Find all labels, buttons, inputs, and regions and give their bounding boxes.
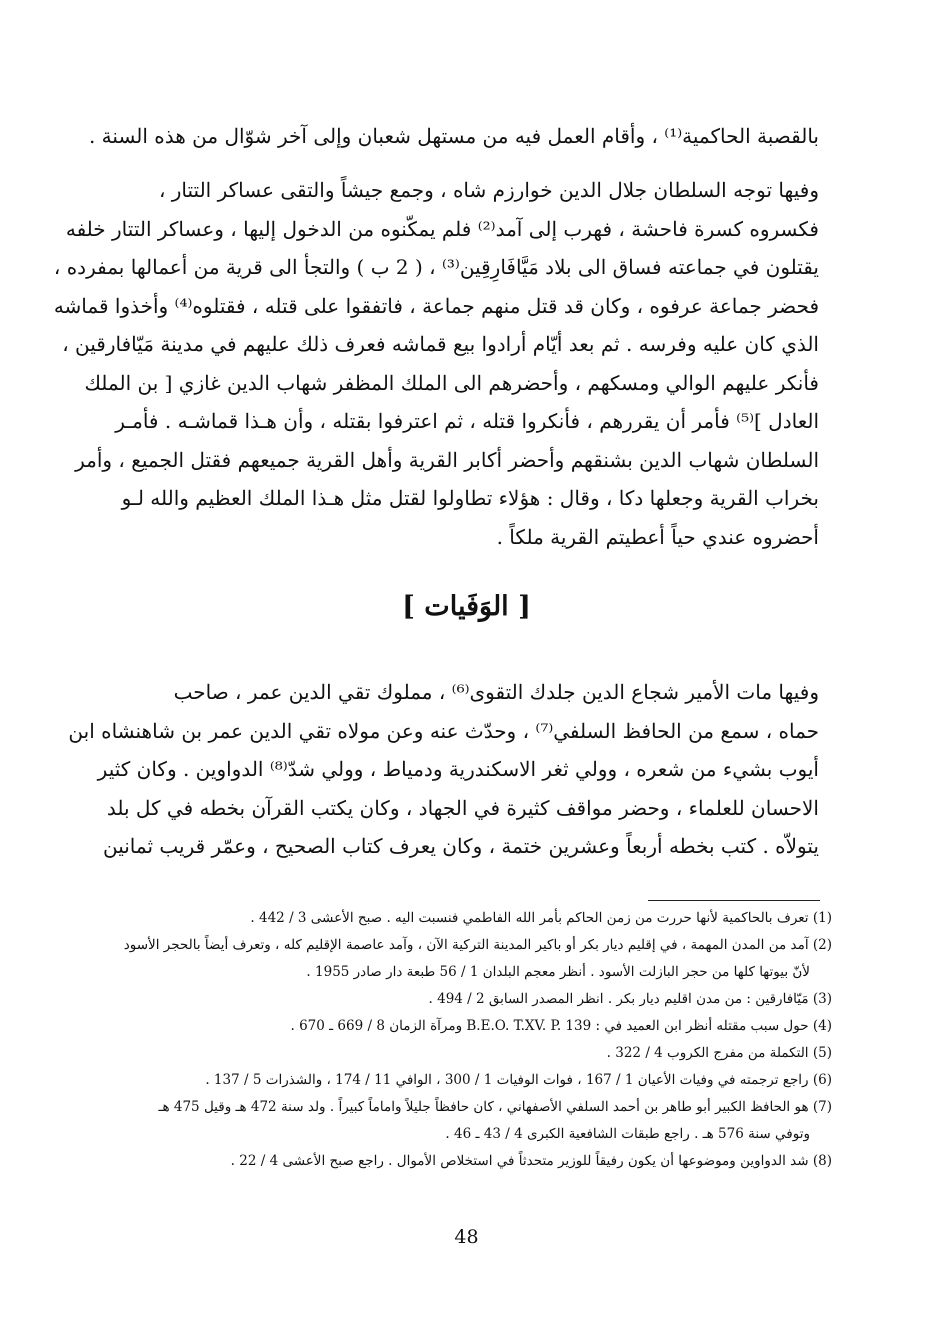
text-line: يقتلون في جماعته فساق الى بلاد مَيَّافَارِقِين⁽³⁾ ، ( 2 ب ) والتجأ الى قرية من أعمالها بمفرده ، [53,255,819,279]
text-line: بالقصبة الحاكمية⁽¹⁾ ، وأقام العمل فيه من مستهل شعبان وإلى آخر شوّال من هذه السنة . [88,124,819,148]
text-line: بخراب القرية وجعلها دكا ، وقال : هؤلاء تطاولوا لقتل مثل هـذا الملك العظيم والله لـو [121,486,819,510]
footnote: (6) راجع ترجمته في وفيات الأعيان 1 / 167 ، فوات الوفيات 1 / 300 ، الوافي 11 / 174 ، والشذرات 5 / 137 . [205,1072,832,1088]
section-heading: [ الوَفَيات ] [402,591,531,622]
footnote: (3) مَيّافارقين : من مدن اقليم ديار بكر . انظر المصدر السابق 2 / 494 . [428,991,832,1007]
text-line: وفيها مات الأمير شجاع الدين جلدك التقوى⁽⁶⁾ ، مملوك تقي الدين عمر ، صاحب [173,680,819,704]
text-line: يتولاّه . كتب بخطه أربعاً وعشرين ختمة ، وكان يعرف كتاب الصحيح ، وعمّر قريب ثمانين [102,834,819,858]
footnote: (5) التكملة من مفرج الكروب 4 / 322 . [606,1045,832,1061]
footnote: (8) شد الدواوين وموضوعها أن يكون رفيقاً للوزير متحدثاً في استخلاص الأموال . راجع صبح الأعشى 4 / 22 . [230,1153,832,1169]
text-line: فكسروه كسرة فاحشة ، فهرب إلى آمد⁽²⁾ فلم يمكّنوه من الدخول إليها ، وعساكر التتار خلفه [65,216,819,241]
text-line: الذي كان عليه وفرسه . ثم بعد أيّام أرادوا بيع قماشه فعرف ذلك عليهم في مدينة مَيّافارقين ، [62,332,819,356]
paragraph-obituary [68,673,819,866]
footnote-continuation: لأنّ بيوتها كلها من حجر البازلت الأسود . أنظر معجم البلدان 1 / 56 طبعة دار صادر 1955 . [306,964,810,980]
footnote-divider [648,900,820,901]
text-line: حماه ، سمع من الحافظ السلفي⁽⁷⁾ ، وحدّث عنه وعن مولاه تقي الدين عمر بن شاهنشاه ابن [68,718,819,743]
footnote: (1) تعرف بالحاكمية لأنها حررت من زمن الحاكم بأمر الله الفاطمي فنسبت اليه . صبح الأعشى 3 / 442 . [250,910,832,926]
text-line: أحضروه عندي حياً أعطيتم القرية ملكاً . [496,524,819,549]
text-line: أيوب بشيء من شعره ، وولي ثغر الاسكندرية ودمياط ، وولي شدّ⁽⁸⁾ الدواوين . وكان كثير [97,757,819,781]
footnote: (2) آمد من المدن المهمة ، في إقليم ديار بكر أو باكير المدينة التركية الآن ، وآمد عاصمة الإقليم كله ، وتعرف أيضاً بالحجر الأسود [123,937,832,953]
text-line: الاحسان للعلماء ، وحضر مواقف كثيرة في الجهاد ، وكان يكتب القرآن بخطه في كل بلد [106,795,819,820]
paragraph-khwarazm-shah [53,171,819,556]
text-line: السلطان شهاب الدين بشنقهم وأحضر أكابر القرية وأهل القرية جميعهم فقتل الجميع ، وأمر [75,447,819,472]
text-line: فحضر جماعة عرفوه ، وكان قد قتل منهم جماعة ، فاتفقوا على قتله ، فقتلوه⁽⁴⁾ وأخذوا قماشه [53,293,819,318]
paragraph-continuation [74,117,819,156]
footnote: (4) حول سبب مقتله أنظر ابن العميد في : B.E.O. T.XV. P. 139 ومرآة الزمان 8 / 669 ـ 670 . [290,1018,832,1034]
page-number: 48 [454,1226,479,1248]
text-line: وفيها توجه السلطان جلال الدين خوارزم شاه ، وجمع جيشاً والتقى عساكر التتار ، [158,178,819,202]
text-line: فأنكر عليهم الوالي ومسكهم ، وأحضرهم الى الملك المظفر شهاب الدين غازي [ بن الملك [84,370,819,395]
footnote: (7) هو الحافظ الكبير أبو طاهر بن أحمد السلفي الأصفهاني ، كان حافظاً جليلاً واماماً كبيراً . ولد سنة 472 هـ وقيل 475 هـ [158,1099,832,1115]
footnote-continuation: وتوفي سنة 576 هـ . راجع طبقات الشافعية الكبرى 4 / 43 ـ 46 . [445,1126,810,1142]
footnotes [74,905,832,1175]
text-line: العادل ]⁽⁵⁾ فأمر أن يقررهم ، فأنكروا قتله ، ثم اعترفوا بقتله ، وأن هـذا قماشـه . فأمـر [115,409,819,433]
